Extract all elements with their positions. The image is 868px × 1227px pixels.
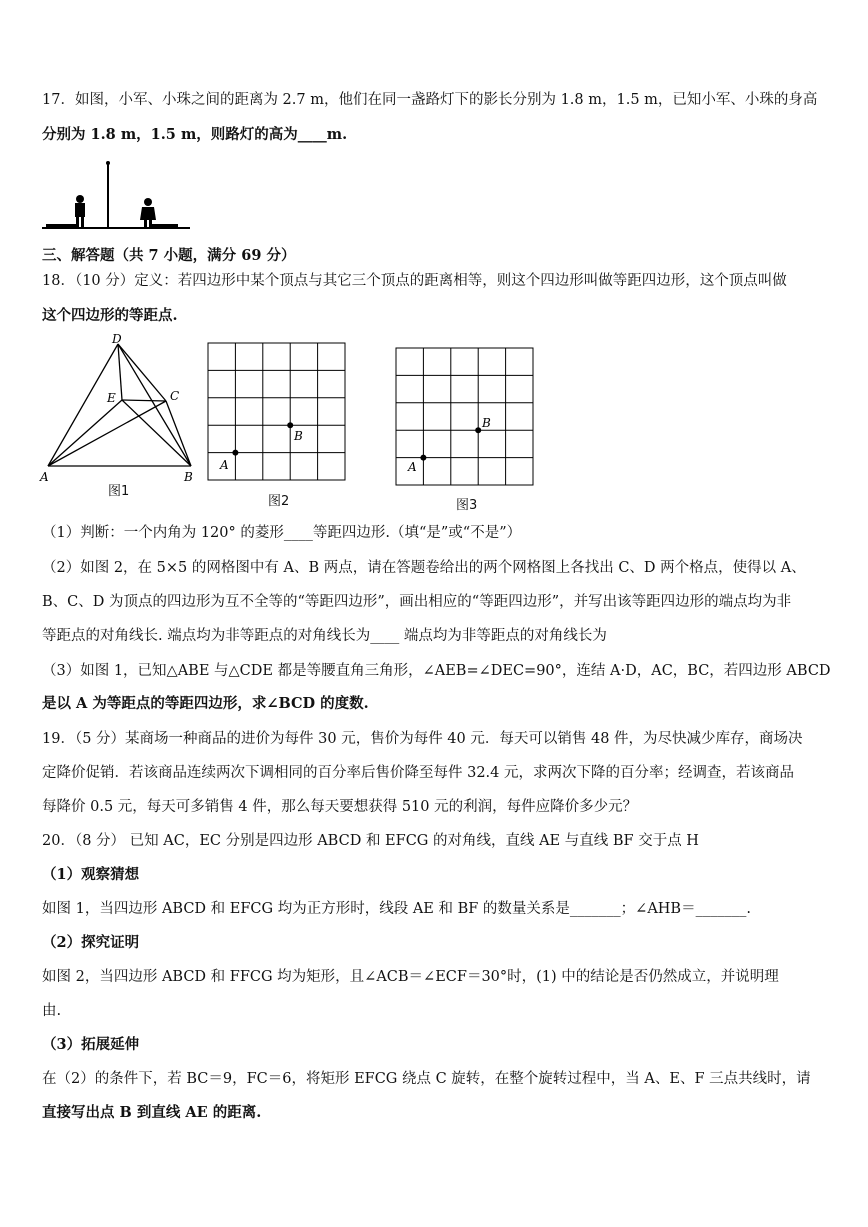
lamp-light [106, 161, 110, 165]
q20-text-3a: 在（2）的条件下，若 BC＝9，FC＝6，将矩形 EFCG 绕点 C 旋转，在整个旋转过程中，当 A、E、F 三点共线时，请 [42, 1071, 811, 1087]
q18-part-1: （1）判断：一个内角为 120° 的菱形____等距四边形.（填“是”或“不是”） [42, 525, 522, 541]
point-B-fig3 [475, 427, 481, 433]
fig2-caption: 图2 [268, 494, 290, 509]
figure-3-grid [393, 345, 538, 490]
shadow-xiaojun [46, 224, 78, 228]
q20-heading-1: （1）观察猜想 [42, 866, 140, 883]
shadow-xiaozhu [152, 224, 178, 228]
q20-text-3b: 直接写出点 B 到直线 AE 的距离. [42, 1104, 262, 1121]
section-heading: 三、解答题（共 7 小题，满分 69 分） [42, 247, 296, 264]
q18-part-3b: 是以 A 为等距点的等距四边形，求∠BCD 的度数. [42, 695, 369, 712]
label-B: B [184, 470, 193, 484]
label-B-fig3: B [482, 416, 491, 430]
q19-line-1: 19．（5 分）某商场一种商品的进价为每件 30 元，售价为每件 40 元．每天可以销售 48 件，为尽快减少库存，商场决 [42, 731, 803, 747]
q19-line-2: 定降价促销．若该商品连续两次下调相同的百分率后售价降至每件 32.4 元，求两次下降的百分率；经调查，若该商品 [42, 765, 794, 781]
point-A-fig2 [232, 450, 238, 456]
person-xiaojun [75, 195, 85, 227]
fig3-caption: 图3 [456, 498, 478, 513]
q20-text-2a: 如图 2，当四边形 ABCD 和 FFCG 均为矩形，且∠ACB＝∠ECF＝30°时，(1) 中的结论是否仍然成立，并说明理 [42, 969, 779, 985]
q18-line-1: 18．（10 分）定义：若四边形中某个顶点与其它三个顶点的距离相等，则这个四边形叫做等距四边形，这个顶点叫做 [42, 273, 787, 289]
label-D: D [112, 332, 122, 346]
figure-1 [38, 330, 200, 485]
q18-line-2: 这个四边形的等距点. [42, 307, 178, 324]
q18-part-3a: （3）如图 1，已知△ABE 与△CDE 都是等腰直角三角形，∠AEB=∠DEC=90°，连结 A·D，AC，BC，若四边形 ABCD [42, 663, 831, 679]
q20-text-2b: 由. [42, 1003, 62, 1019]
person-xiaozhu [140, 198, 156, 227]
label-A: A [40, 470, 49, 484]
q20-heading-2: （2）探究证明 [42, 934, 140, 951]
label-A-fig2: A [220, 458, 229, 472]
label-E: E [107, 391, 116, 405]
figure-2-grid [205, 340, 350, 485]
q20-line-1: 20．（8 分） 已知 AC，EC 分别是四边形 ABCD 和 EFCG 的对角线，直线 AE 与直线 BF 交于点 H [42, 833, 699, 849]
q18-part-2a: （2）如图 2，在 5×5 的网格图中有 A、B 两点，请在答题卷给出的两个网格图上各找出 C、D 两个格点，使得以 A、 [42, 560, 806, 576]
q17-line-2: 分别为 1.8 m，1.5 m，则路灯的高为____m. [42, 126, 348, 143]
fig1-caption: 图1 [108, 484, 130, 499]
label-B-fig2: B [294, 429, 303, 443]
q17-line-1: 17．如图，小军、小珠之间的距离为 2.7 m，他们在同一盏路灯下的影长分别为 1.8 m，1.5 m，已知小军、小珠的身高 [42, 92, 818, 108]
q20-text-1: 如图 1，当四边形 ABCD 和 EFCG 均为正方形时，线段 AE 和 BF 的数量关系是_______；∠AHB＝_______. [42, 901, 751, 917]
q20-heading-3: （3）拓展延伸 [42, 1036, 140, 1053]
label-C: C [170, 389, 180, 403]
point-A-fig3 [420, 455, 426, 461]
q18-part-2b: B、C、D 为顶点的四边形为互不全等的“等距四边形”，画出相应的“等距四边形”，并写出该等距四边形的端点均为非 [42, 594, 792, 610]
point-B-fig2 [287, 422, 293, 428]
q19-line-3: 每降价 0.5 元，每天可多销售 4 件，那么每天要想获得 510 元的利润，每件应降价多少元？ [42, 799, 638, 815]
q18-part-2c: 等距点的对角线长. 端点均为非等距点的对角线长为____ 端点均为非等距点的对角线长为 [42, 628, 607, 644]
lamp-figure [40, 158, 192, 232]
label-A-fig3: A [408, 460, 417, 474]
